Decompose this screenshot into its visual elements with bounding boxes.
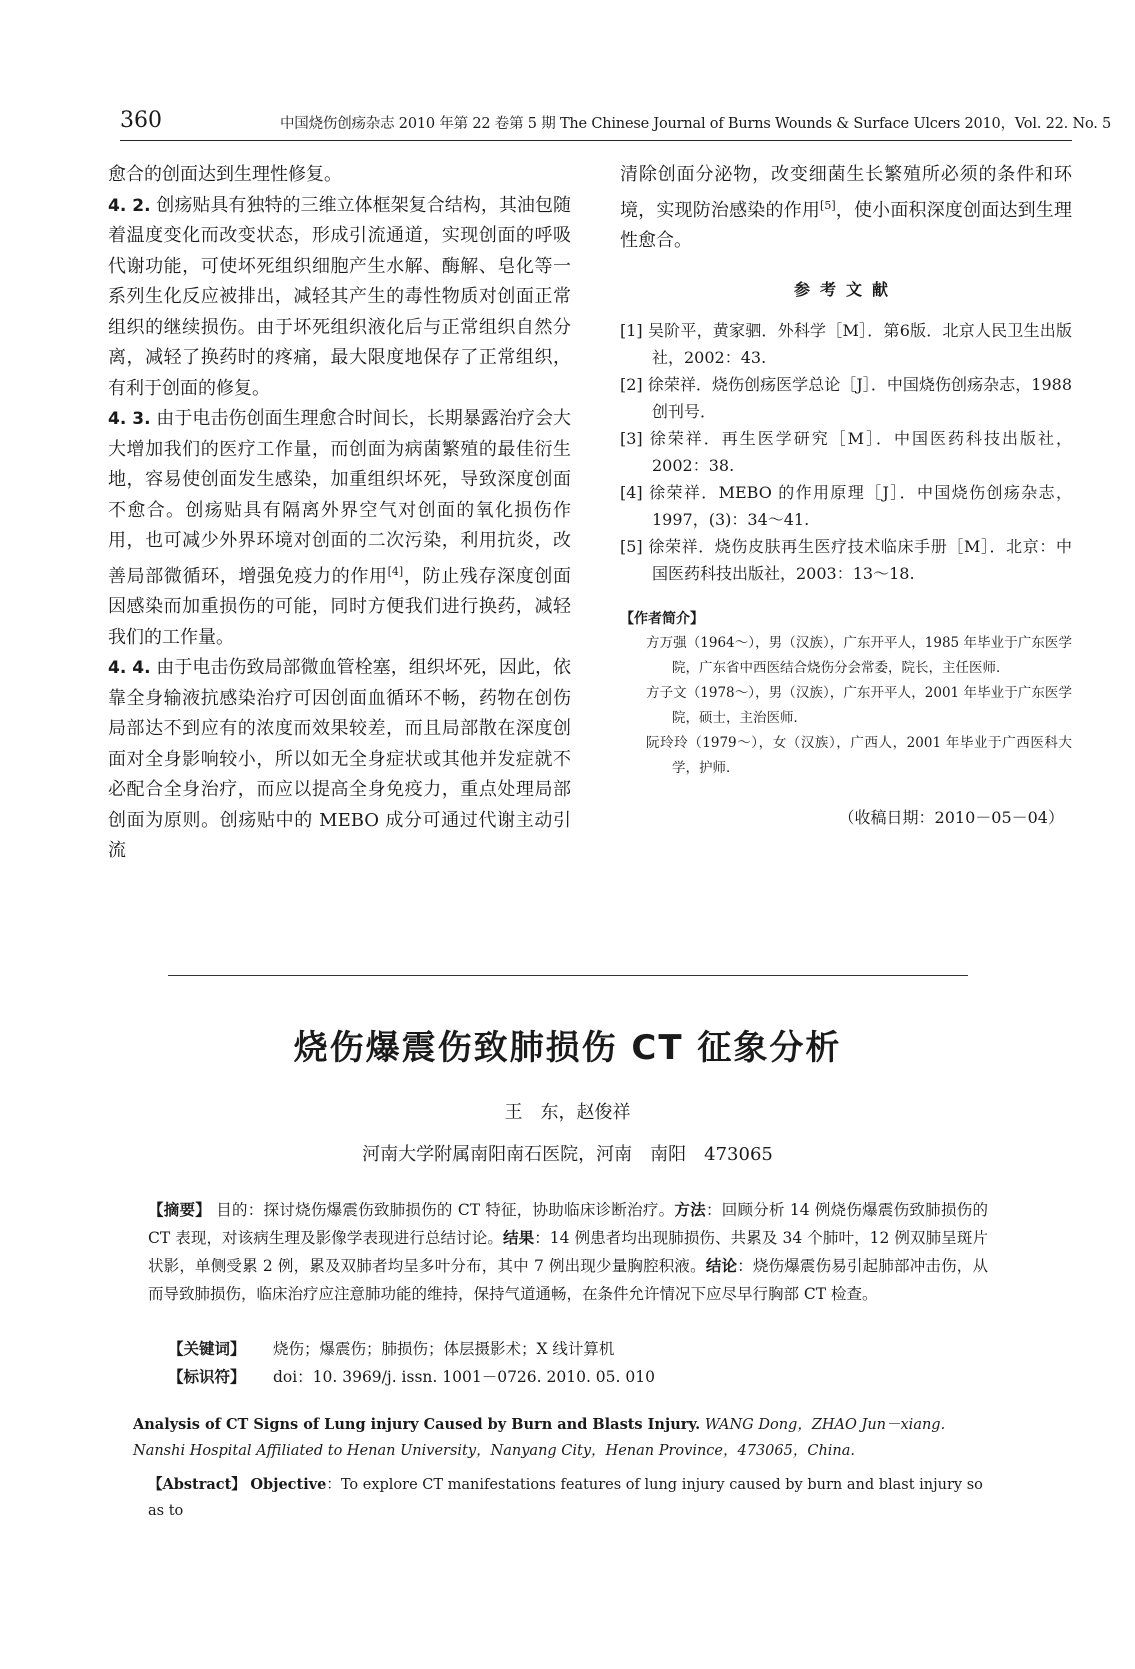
section-4-4 xyxy=(108,653,571,867)
keywords: 烧伤；爆震伤；肺损伤；体层摄影术；X 线计算机 xyxy=(272,1340,615,1358)
paragraph-right-text-b: ，使小面积深度创面达到生理性愈合。 xyxy=(620,199,1073,251)
english-title: Analysis of CT Signs of Lung injury Caused by Burn and Blasts Injury. xyxy=(133,1416,701,1433)
received-date: （收稿日期：2010－05－04） xyxy=(838,808,1064,827)
page-number: 360 xyxy=(120,108,162,133)
paragraph-continued: 愈合的创面达到生理性修复。 xyxy=(108,164,342,185)
citation-4: [4] xyxy=(387,564,404,578)
section-4-4-label: 4. 4. xyxy=(108,658,151,678)
english-title-block xyxy=(133,1412,993,1464)
article-authors: 王 东，赵俊祥 xyxy=(504,1102,631,1123)
abstract-result-label: 结果 xyxy=(502,1229,535,1247)
abstract-label: 【摘要】 xyxy=(148,1201,212,1219)
reference-item: [1] 吴阶平，黄家驷．外科学［M］．第6版．北京人民卫生出版社，2002：43. xyxy=(620,321,1072,367)
english-abstract xyxy=(148,1472,993,1524)
section-4-3 xyxy=(108,404,571,653)
reference-item: [2] 徐荣祥．烧伤创疡医学总论［J］．中国烧伤创疡杂志，1988 创刊号． xyxy=(620,375,1072,421)
article-separator xyxy=(168,975,968,976)
references-title: 参考文献 xyxy=(793,279,898,299)
paragraph-right-text-a: 清除创面分泌物，改变细菌生长繁殖所必须的条件和环境，实现防治感染的作用 xyxy=(620,164,1072,221)
identifier-label: 【标识符】 xyxy=(168,1368,246,1386)
abstract-method: ：回顾分析 14 例烧伤爆震伤致肺损伤的 CT 表现，对该病生理及影像学表现进行总结讨论。 xyxy=(148,1201,988,1247)
abstract-conclusion-label: 结论 xyxy=(705,1257,738,1275)
section-4-3-text-b: ，防止残存深度创面因感染而加重损伤的可能，同时方便我们进行换药，减轻我们的工作量。 xyxy=(108,565,572,648)
reference-item: [3] 徐荣祥．再生医学研究［M］．中国医药科技出版社，2002：38. xyxy=(620,429,1072,475)
reference-item: [4] 徐荣祥．MEBO 的作用原理［J］．中国烧伤创疡杂志，1997，(3)：34～41. xyxy=(620,483,1072,529)
abstract-method-label: 方法 xyxy=(674,1201,706,1219)
article-title: 烧伤爆震伤致肺损伤 CT 征象分析 xyxy=(293,1028,842,1068)
paragraph-continued-right xyxy=(620,160,1072,257)
reference-item: [5] 徐荣祥．烧伤皮肤再生医疗技术临床手册［M］．北京：中国医药科技出版社，2003：13～18. xyxy=(620,537,1072,583)
keywords-label: 【关键词】 xyxy=(168,1340,246,1358)
english-abstract-label: 【Abstract】 xyxy=(148,1476,246,1493)
section-4-3-text-a: 由于电击伤创面生理愈合时间长，长期暴露治疗会大大增加我们的医疗工作量，而创面为病菌繁殖的最佳衍生地，容易使创面发生感染，加重组织坏死，导致深度创面不愈合。创疡贴具有隔离外界空气对创面的氧化损伤作用，也可减少外界环境对创面的二次污染，利用抗炎，改善局部微循环，增强免疫力的作用 xyxy=(108,408,571,587)
right-column xyxy=(620,160,1072,834)
section-4-3-label: 4. 3. xyxy=(108,409,151,429)
abstract-objective: ：探讨烧伤爆震伤致肺损伤的 CT 特征，协助临床诊断治疗。 xyxy=(247,1201,675,1219)
identifier-line xyxy=(168,1365,655,1387)
author-bio-title: 【作者简介】 xyxy=(620,611,704,627)
section-4-2-text: 创疡贴具有独特的三维立体框架复合结构，其油包随着温度变化而改变状态，形成引流通道，实现创面的呼吸代谢功能，可使坏死组织细胞产生水解、酶解、皂化等一系列生化反应被排出，减轻其产生的毒性物质对创面正常组织的继续损伤。由于坏死组织液化后与正常组织自然分离，减轻了换药时的疼痛，最大限度地保存了正常组织，有利于创面的修复。 xyxy=(108,194,571,399)
doi: doi：10. 3969/j. issn. 1001－0726. 2010. 05. 010 xyxy=(272,1368,655,1386)
author-bio: 阮玲玲（1979～），女（汉族），广西人，2001 年毕业于广西医科大学，护师． xyxy=(646,735,1072,776)
left-column xyxy=(108,160,571,867)
citation-5: [5] xyxy=(820,198,836,212)
chinese-abstract xyxy=(148,1196,988,1308)
english-objective-label: Objective xyxy=(250,1476,327,1493)
author-bio: 方万强（1964～），男（汉族），广东开平人，1985 年毕业于广东医学院，广东省中西医结合烧伤分会常委，院长，主任医师． xyxy=(646,635,1072,676)
article-affiliation: 河南大学附属南阳南石医院，河南 南阳 473065 xyxy=(362,1144,773,1165)
abstract-result: ：14 例患者均出现肺损伤、共累及 34 个肺叶，12 例双肺呈斑片状影，单侧受累 2 例，累及双肺者均呈多叶分布，其中 7 例出现少量胸腔积液。 xyxy=(148,1229,988,1275)
section-4-2-label: 4. 2. xyxy=(108,195,151,216)
english-authors-affiliation: WANG Dong，ZHAO Jun－xiang. Nanshi Hospital Affiliated to Henan University，Nanyang City，Henan Province，473065，China. xyxy=(133,1417,946,1459)
section-4-2 xyxy=(108,191,571,405)
abstract-conclusion: ：烧伤爆震伤易引起肺部冲击伤，从而导致肺损伤，临床治疗应注意肺功能的维持，保持气道通畅，在条件允许情况下应尽早行胸部 CT 检查。 xyxy=(148,1257,988,1303)
section-4-4-text: 由于电击伤致局部微血管栓塞，组织坏死，因此，依靠全身输液抗感染治疗可因创面血循环不畅，药物在创伤局部达不到应有的浓度而效果较差，而且局部散在深度创面对全身影响较小，所以如无全身症状或其他并发症就不必配合全身治疗，而应以提高全身免疫力，重点处理局部创面为原则。创疡贴中的 MEBO 成分可通过代谢主动引流 xyxy=(108,657,571,861)
running-head: 中国烧伤创疡杂志 2010 年第 22 卷第 5 期 The Chinese Journal of Burns Wounds & Surface Ulcers 2010，Vol. 22. No. 5 xyxy=(280,116,1112,132)
english-objective: ：To explore CT manifestations features of lung injury caused by burn and blast injury so as to xyxy=(148,1477,983,1519)
keywords-line xyxy=(168,1337,614,1359)
abstract-objective-label: 目的 xyxy=(216,1201,248,1219)
header-rule xyxy=(120,140,1072,141)
author-bio: 方子文（1978～），男（汉族），广东开平人，2001 年毕业于广东医学院，硕士，主治医师． xyxy=(646,685,1072,726)
